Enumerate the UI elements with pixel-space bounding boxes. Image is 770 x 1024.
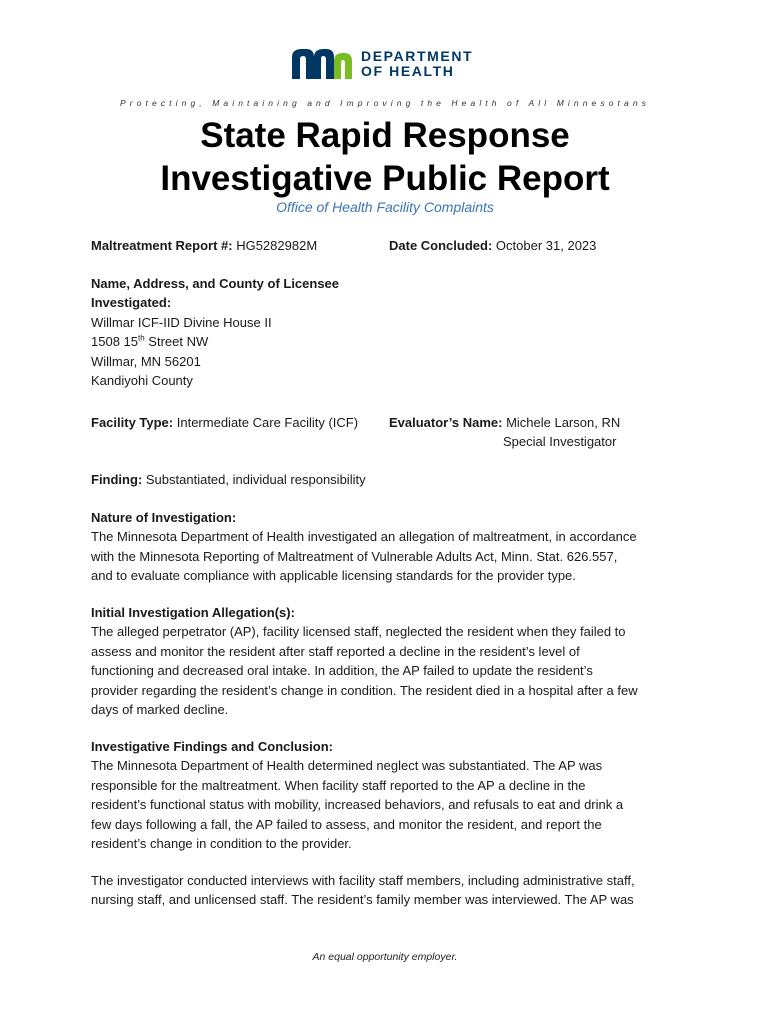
logo-line2: OF HEALTH [361, 63, 455, 79]
finding [91, 470, 366, 489]
date-concluded-label: Date Concluded: [389, 238, 493, 253]
allegation-heading: Initial Investigation Allegation(s): [91, 605, 295, 620]
tagline: Protecting, Maintaining and Improving the Health of All Minnesotans [120, 98, 650, 108]
allegation-line: provider regarding the resident’s change in condition. The resident died in a hospital after a few [91, 682, 638, 698]
licensee-county: Kandiyohi County [91, 373, 193, 389]
interview-line: The investigator conducted interviews with facility staff members, including administrative staff, [91, 873, 635, 888]
footer-text: An equal opportunity employer. [312, 951, 458, 963]
licensee-name: Willmar ICF-IID Divine House II [91, 314, 272, 330]
findings-line: few days following a fall, the AP failed to assess, and monitor the resident, and report the [91, 816, 602, 832]
allegation-line: functioning and decreased oral intake. In addition, the AP failed to update the resident’s [91, 663, 593, 679]
facility-type-label: Facility Type: [91, 415, 174, 430]
facility-type [91, 413, 358, 432]
page-title [0, 114, 770, 200]
subtitle: Office of Health Facility Complaints [276, 199, 494, 215]
facility-type-value: Intermediate Care Facility (ICF) [176, 415, 359, 430]
evaluator [389, 413, 620, 452]
report-number-value: HG5282982M [236, 238, 318, 253]
mn-logo-icon [290, 47, 354, 81]
date-concluded-value: October 31, 2023 [495, 238, 597, 253]
licensee-city: Willmar, MN 56201 [91, 353, 201, 369]
evaluator-title: Special Investigator [503, 434, 617, 450]
interview-section [91, 871, 691, 910]
title-line1: State Rapid Response [200, 116, 570, 155]
licensee-block [91, 274, 691, 390]
nature-heading: Nature of Investigation: [91, 510, 237, 525]
findings-line: resident’s functional status with mobility, increased behaviors, and refusals to eat and drink a [91, 797, 624, 813]
nature-line: and to evaluate compliance with applicable licensing standards for the provider type. [91, 568, 576, 584]
licensee-heading-line2: Investigated: [91, 295, 172, 311]
findings-line: responsible for the maltreatment. When facility staff reported to the AP a decline in the [91, 777, 586, 793]
nature-section [91, 508, 691, 586]
findings-section [91, 737, 691, 853]
logo-line1: DEPARTMENT [361, 48, 474, 64]
findings-line: The Minnesota Department of Health determined neglect was substantiated. The AP was [91, 758, 603, 774]
findings-heading: Investigative Findings and Conclusion: [91, 739, 333, 754]
allegation-line: days of marked decline. [91, 702, 229, 718]
finding-value: Substantiated, individual responsibility [145, 472, 366, 487]
report-number [91, 236, 317, 255]
title-line2: Investigative Public Report [160, 159, 610, 198]
date-concluded [389, 236, 596, 255]
allegation-line: The alleged perpetrator (AP), facility licensed staff, neglected the resident when they failed to [91, 624, 626, 640]
finding-label: Finding: [91, 472, 143, 487]
nature-line: The Minnesota Department of Health investigated an allegation of maltreatment, in accordance [91, 529, 637, 545]
interview-line: nursing staff, and unlicensed staff. The resident’s family member was interviewed. The AP was [91, 892, 634, 908]
licensee-street: 1508 15th Street NW [91, 333, 209, 350]
mdh-logo [290, 47, 473, 81]
licensee-heading-line1: Name, Address, and County of Licensee [91, 276, 340, 291]
evaluator-label: Evaluator’s Name: [389, 415, 503, 430]
allegation-line: assess and monitor the resident after staff reported a decline in the resident’s level of [91, 643, 580, 659]
nature-line: with the Minnesota Reporting of Maltreatment of Vulnerable Adults Act, Minn. Stat. 626.557, [91, 548, 618, 564]
report-number-label: Maltreatment Report #: [91, 238, 233, 253]
evaluator-name: Michele Larson, RN [506, 415, 621, 430]
findings-line: resident’s change in condition to the provider. [91, 836, 352, 852]
allegation-section [91, 603, 691, 719]
